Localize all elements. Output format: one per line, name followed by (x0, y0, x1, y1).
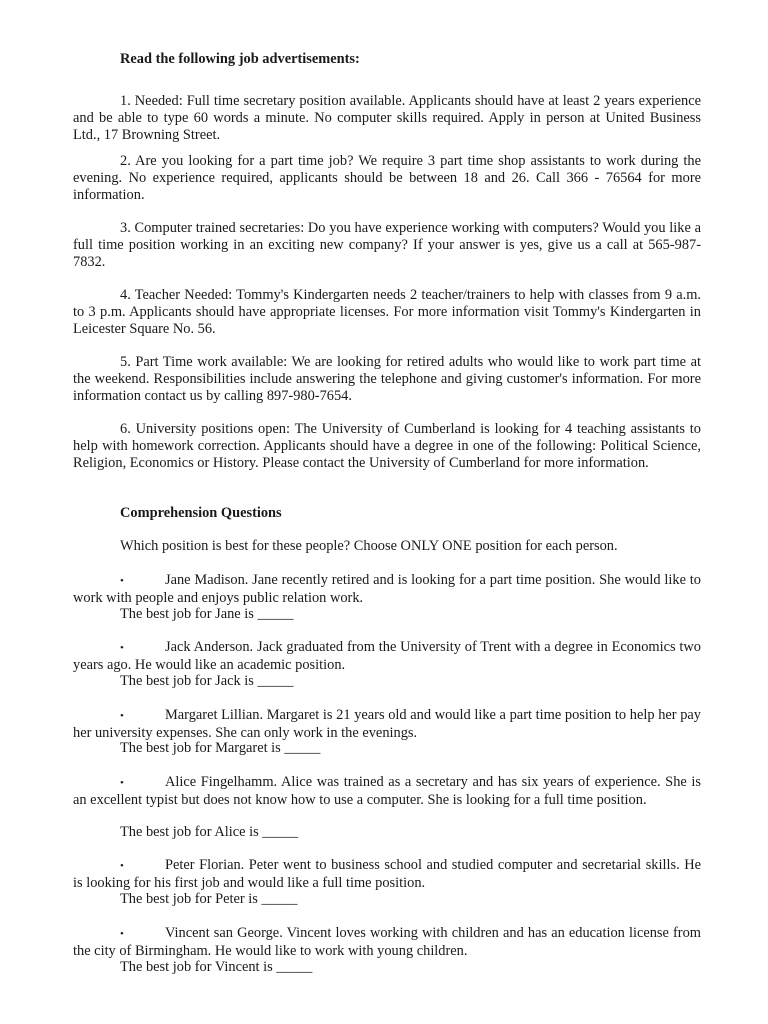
person-description-jane (73, 572, 701, 607)
answer-line-jane: The best job for Jane is _____ (120, 606, 294, 622)
job-ad-5: 5. Part Time work available: We are looking for retired adults who would like to work part time at the weekend. Responsibilities include answering the telephone and giving customer's information. For more information contact us by calling 897-980-7654. (73, 354, 701, 404)
bullet-icon: • (120, 710, 124, 722)
person-text: Peter Florian. Peter went to business school and studied computer and secretarial skills. He is looking for his first job and would like a full time position. (73, 857, 701, 891)
person-description-jack (73, 639, 701, 674)
bullet-icon: • (120, 860, 124, 872)
person-description-vincent (73, 925, 701, 960)
bullet-icon: • (120, 928, 124, 940)
answer-line-alice: The best job for Alice is _____ (120, 824, 299, 840)
person-description-peter (73, 857, 701, 892)
person-text: Jack Anderson. Jack graduated from the University of Trent with a degree in Economics two years ago. He would like an academic position. (73, 639, 701, 673)
answer-line-vincent: The best job for Vincent is _____ (120, 959, 313, 975)
person-text: Margaret Lillian. Margaret is 21 years old and would like a part time position to help her pay her university expenses. She can only work in the evenings. (73, 707, 701, 741)
job-ad-2: 2. Are you looking for a part time job? We require 3 part time shop assistants to work during the evening. No experience required, applicants should be between 18 and 26. Call 366 - 76564 for more information. (73, 153, 701, 203)
person-text: Jane Madison. Jane recently retired and is looking for a part time position. She would like to work with people and enjoys public relation work. (73, 572, 701, 606)
person-text: Alice Fingelhamm. Alice was trained as a secretary and has six years of experience. She is an excellent typist but does not know how to use a computer. She is looking for a full time position. (73, 774, 701, 808)
person-text: Vincent san George. Vincent loves working with children and has an education license from the city of Birmingham. He would like to work with young children. (73, 925, 701, 959)
answer-line-margaret: The best job for Margaret is _____ (120, 740, 321, 756)
person-description-margaret (73, 707, 701, 742)
answer-line-jack: The best job for Jack is _____ (120, 673, 294, 689)
bullet-icon: • (120, 777, 124, 789)
answer-line-peter: The best job for Peter is _____ (120, 891, 298, 907)
job-ad-1: 1. Needed: Full time secretary position available. Applicants should have at least 2 years experience and be able to type 60 words a minute. No computer skills required. Apply in person at United Business Ltd., 17 Browning Street. (73, 93, 701, 143)
bullet-icon: • (120, 642, 124, 654)
job-ad-3: 3. Computer trained secretaries: Do you have experience working with computers? Would you like a full time position working in an exciting new company? If your answer is yes, give us a call at 565-987-7832. (73, 220, 701, 270)
person-description-alice (73, 774, 701, 809)
job-ad-6: 6. University positions open: The University of Cumberland is looking for 4 teaching assistants to help with homework correction. Applicants should have a degree in one of the following: Political Science, Religion, Economics or History. Please contact the University of Cumberland for more information. (73, 421, 701, 471)
job-ad-4: 4. Teacher Needed: Tommy's Kindergarten needs 2 teacher/trainers to help with classes from 9 a.m. to 3 p.m. Applicants should have appropriate licenses. For more information visit Tommy's Kindergarten in Leicester Square No. 56. (73, 287, 701, 337)
intro-heading: Read the following job advertisements: (120, 51, 360, 67)
bullet-icon: • (120, 575, 124, 587)
questions-heading: Comprehension Questions (120, 505, 282, 521)
instruction-text: Which position is best for these people? Choose ONLY ONE position for each person. (120, 538, 618, 554)
